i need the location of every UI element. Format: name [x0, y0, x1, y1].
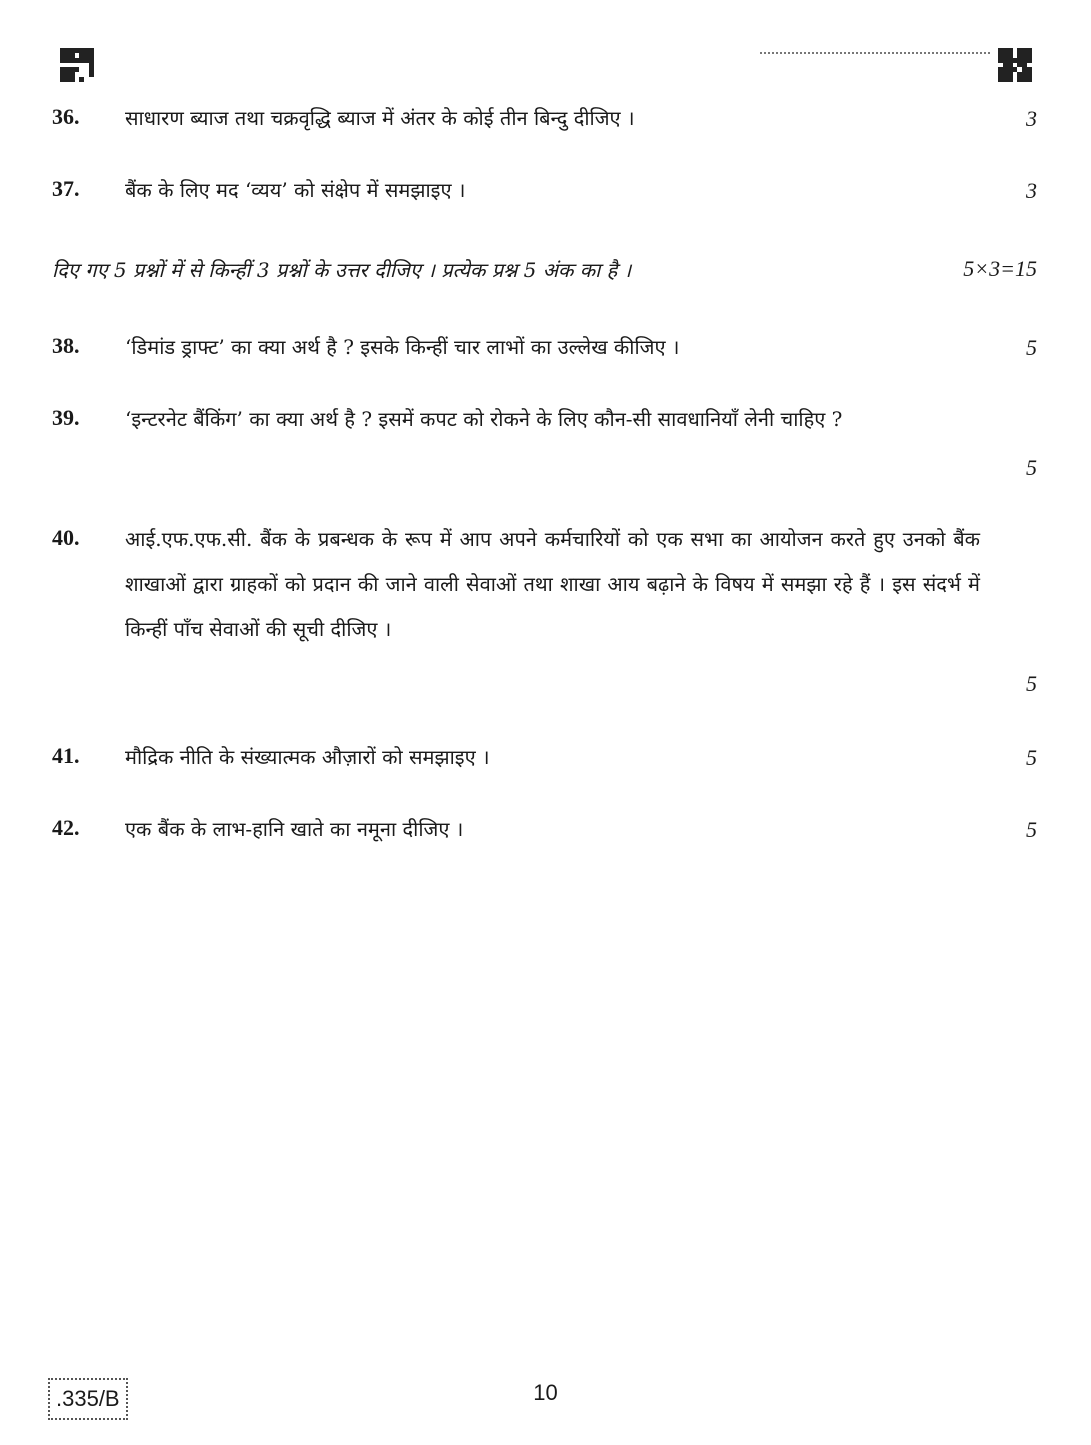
question-number: 37. [52, 176, 80, 201]
question-marks: 5 [1026, 335, 1037, 360]
question-text: ‘डिमांड ड्राफ्ट’ का क्या अर्थ है ? इसके किन्हीं चार लाभों का उल्लेख कीजिए । [125, 335, 680, 359]
qr-code-right [998, 48, 1032, 82]
question-number: 41. [52, 743, 80, 768]
question-number: 36. [52, 104, 80, 129]
question-text: एक बैंक के लाभ-हानि खाते का नमूना दीजिए । [125, 817, 464, 841]
question-text: साधारण ब्याज तथा चक्रवृद्धि ब्याज में अंतर के कोई तीन बिन्दु दीजिए । [125, 106, 635, 130]
question-marks: 3 [1026, 106, 1037, 131]
page-number: 10 [533, 1380, 558, 1405]
question-number: 39. [52, 405, 80, 430]
question-text: ‘इन्टरनेट बैंकिंग’ का क्या अर्थ है ? इसमें कपट को रोकने के लिए कौन-सी सावधानियाँ लेनी चाहिए ? [125, 407, 843, 431]
qr-code-left [60, 48, 94, 82]
question-marks: 5 [1026, 817, 1037, 842]
question-text: आई.एफ.एफ.सी. बैंक के प्रबन्धक के रूप में आप अपने कर्मचारियों को एक सभा का आयोजन करते हुए उनको बैंक शाखाओं द्वारा ग्राहकों को प्रदान की जाने वाली सेवाओं तथा शाखा आय बढ़ाने के विषय में समझा रहे हैं । इस संदर्भ में किन्हीं पाँच सेवाओं की सूची दीजिए । [125, 527, 980, 641]
question-marks: 3 [1026, 178, 1037, 203]
question-number: 42. [52, 815, 80, 840]
instruction-text: दिए गए 5 प्रश्नों में से किन्हीं 3 प्रश्नों के उत्तर दीजिए । प्रत्येक प्रश्न 5 अंक का है । [52, 258, 632, 282]
question-marks: 5 [1026, 671, 1037, 696]
instruction-marks: 5×3=15 [963, 256, 1037, 281]
paper-code: .335/B [48, 1378, 128, 1420]
question-number: 38. [52, 333, 80, 358]
question-text: मौद्रिक नीति के संख्यात्मक औज़ारों को समझाइए । [125, 745, 490, 769]
micro-text-line [760, 52, 990, 54]
question-marks: 5 [1026, 455, 1037, 480]
question-text: बैंक के लिए मद ‘व्यय’ को संक्षेप में समझाइए । [125, 178, 466, 202]
question-marks: 5 [1026, 745, 1037, 770]
question-number: 40. [52, 525, 80, 550]
